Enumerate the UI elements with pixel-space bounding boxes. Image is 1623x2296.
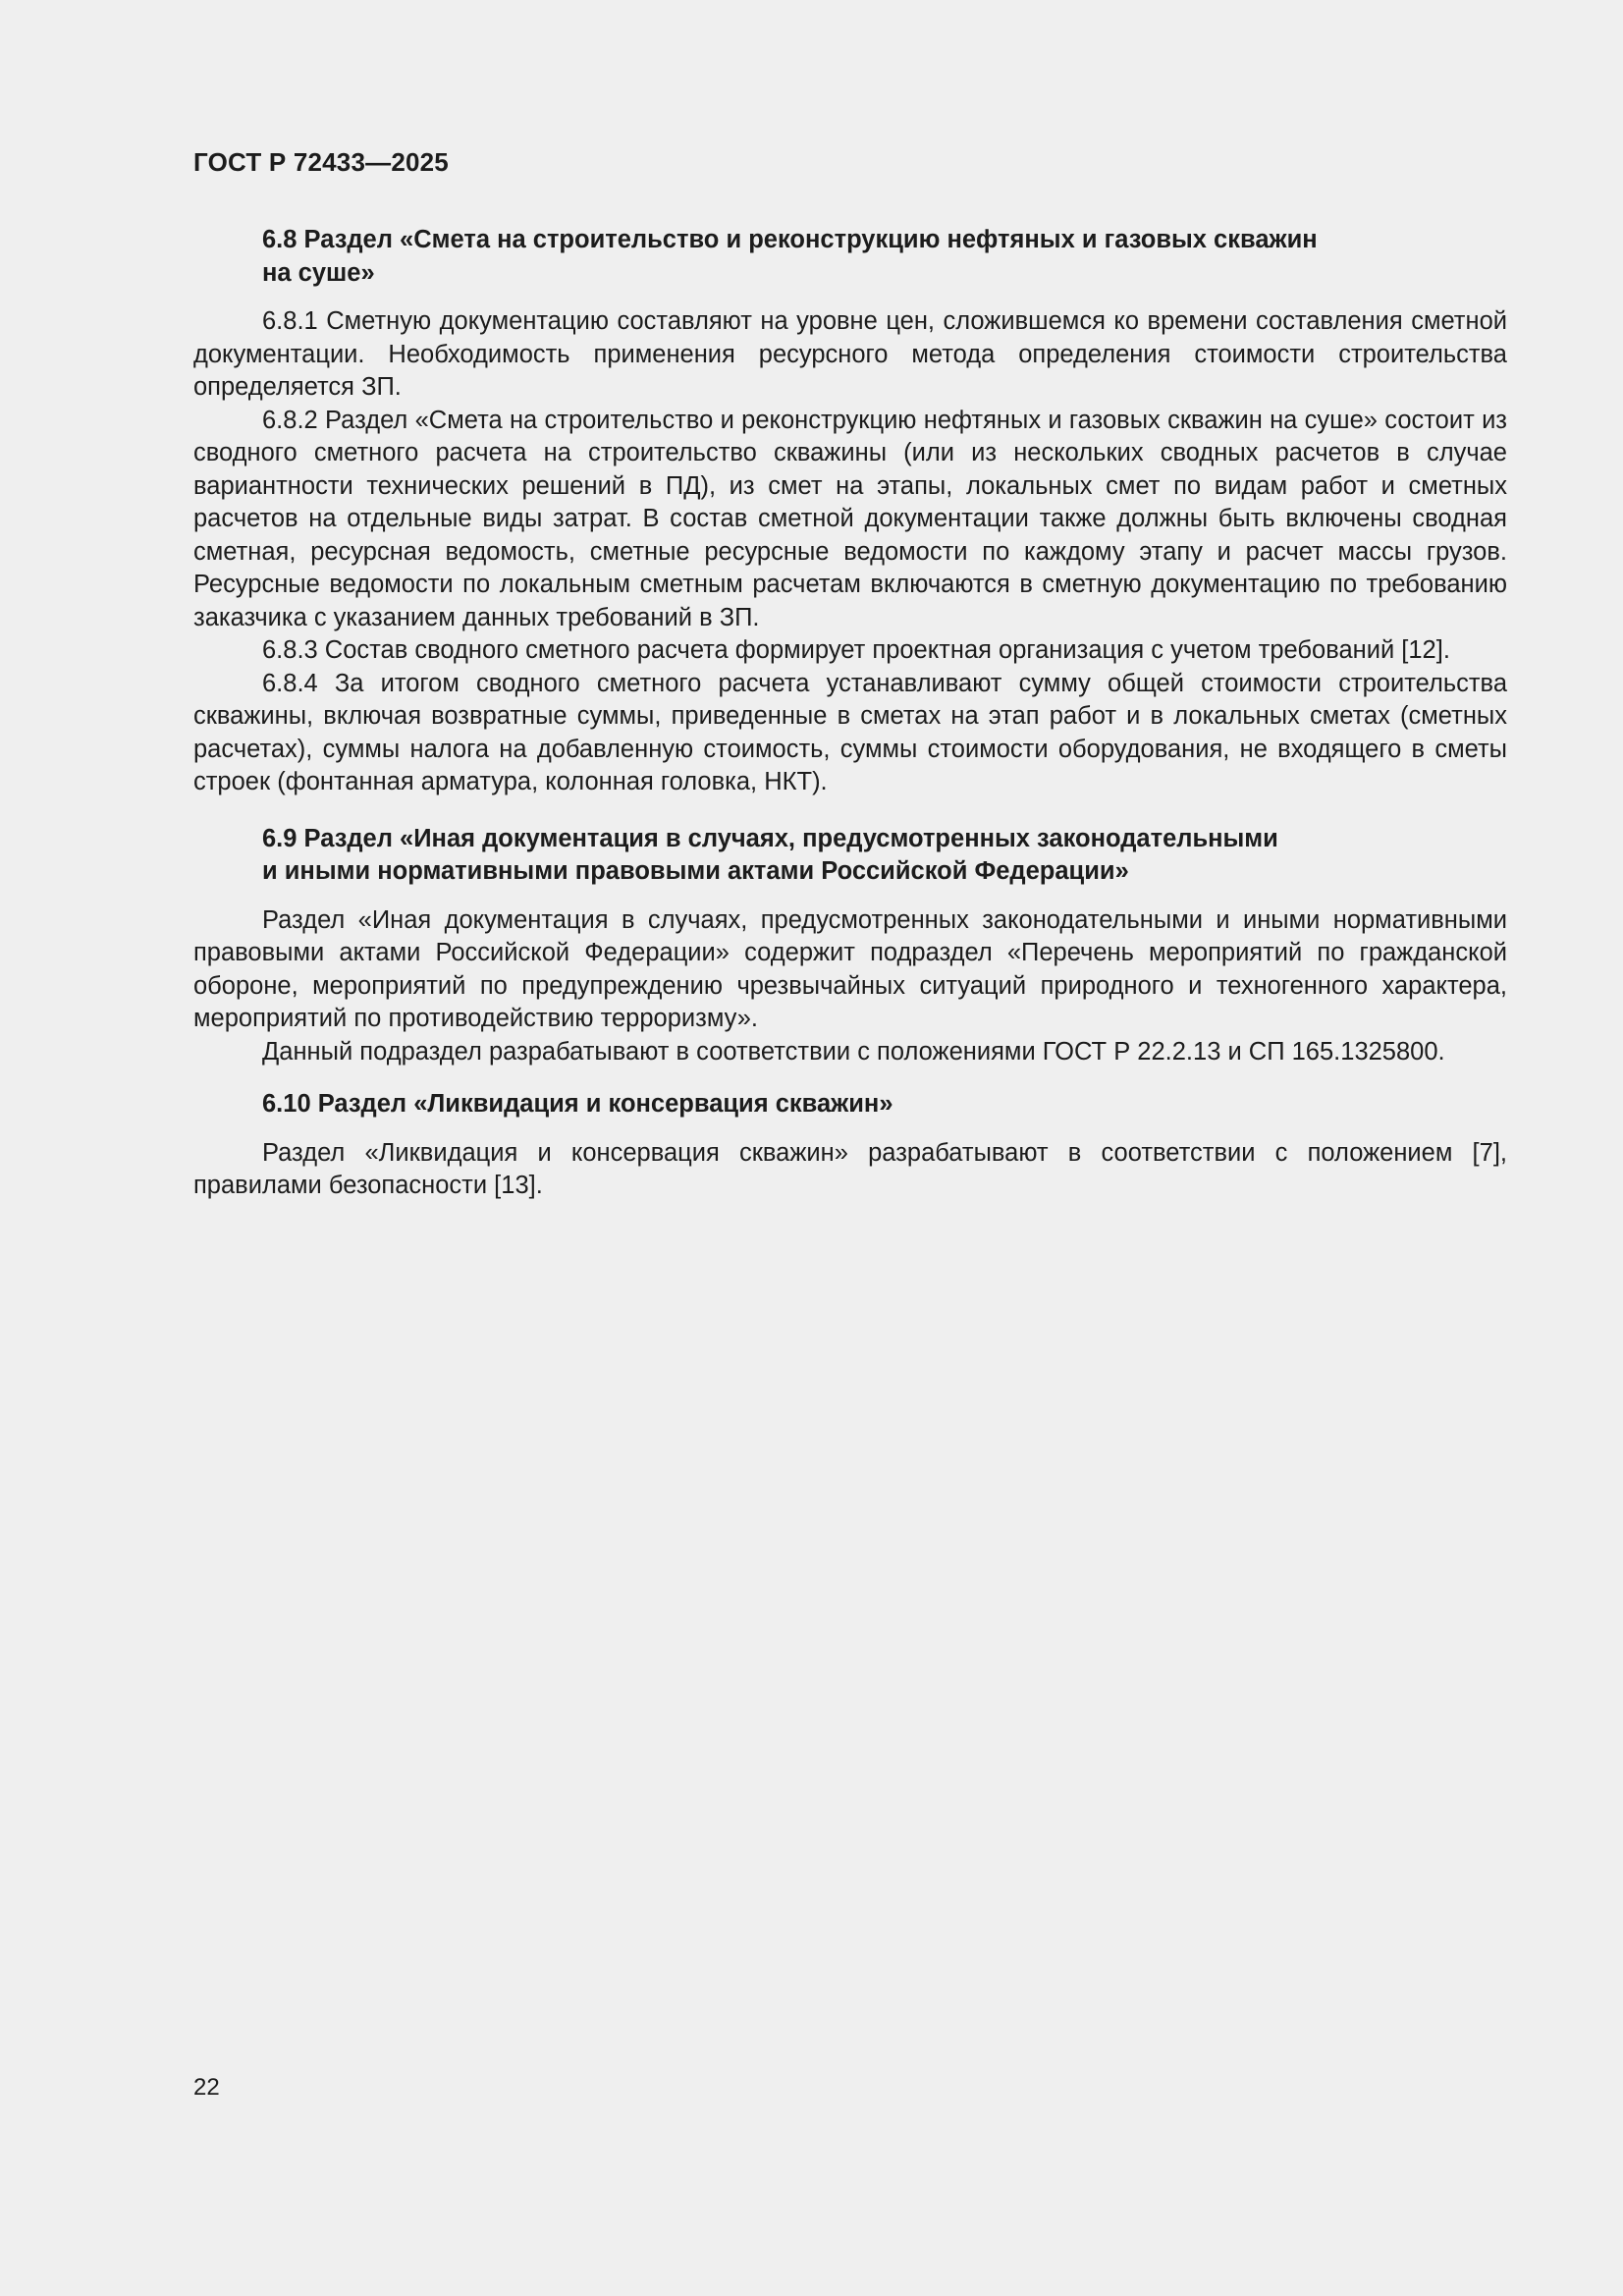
paragraph-6-8-3: 6.8.3 Состав сводного сметного расчета формирует проектная организация с учетом требований [12]. xyxy=(262,636,1450,664)
section-heading-6-9 xyxy=(193,823,1507,889)
section-heading-6-9-line1: 6.9 Раздел «Иная документация в случаях, предусмотренных законодательными xyxy=(262,824,1278,852)
section-heading-6-8 xyxy=(193,224,1507,290)
section-heading-6-10: 6.10 Раздел «Ликвидация и консервация скважин» xyxy=(262,1090,893,1118)
paragraph-6-10-1: Раздел «Ликвидация и консервация скважин» разрабатывают в соответствии с положением [7], правилами безопасности [13]. xyxy=(193,1138,1507,1199)
paragraph-6-9-2: Данный подраздел разрабатывают в соответствии с положениями ГОСТ Р 22.2.13 и СП 165.1325800. xyxy=(262,1037,1445,1066)
section-heading-6-8-line1: 6.8 Раздел «Смета на строительство и реконструкцию нефтяных и газовых скважин xyxy=(262,226,1318,253)
paragraph-6-8-1: 6.8.1 Сметную документацию составляют на уровне цен, сложившемся ко времени составления сметной документации. Необходимость применения ресурсного метода определения стоимости строительства определяется ЗП. xyxy=(193,307,1507,401)
paragraph-6-8-4: 6.8.4 За итогом сводного сметного расчета устанавливают сумму общей стоимости строительства скважины, включая возвратные суммы, приведенные в сметах на этап работ и в локальных сметах (сметных расчетах), суммы налога на добавленную стоимость, суммы стоимости оборудования, не входящего в сметы строек (фонтанная арматура, колонная головка, НКТ). xyxy=(193,669,1507,795)
section-spacer xyxy=(193,799,1507,823)
section-spacer xyxy=(193,1068,1507,1088)
section-heading-6-9-line2: и иными нормативными правовыми актами Российской Федерации» xyxy=(262,857,1129,885)
section-heading-6-8-line2: на суше» xyxy=(262,258,375,287)
document-id-header: ГОСТ Р 72433—2025 xyxy=(193,147,449,177)
document-body xyxy=(193,224,1507,1203)
paragraph-6-9-1: Раздел «Иная документация в случаях, предусмотренных законодательными и иными нормативными правовыми актами Российской Федерации» содержит подраздел «Перечень мероприятий по гражданской обороне, мероприятий по предупреждению чрезвычайных ситуаций природного и техногенного характера, мероприятий по противодействию терроризму». xyxy=(193,905,1507,1032)
paragraph-6-8-2: 6.8.2 Раздел «Смета на строительство и реконструкцию нефтяных и газовых скважин на суше» состоит из сводного сметного расчета на строительство скважины (или из нескольких сводных расчетов в случае вариантности технических решений в ПД), из смет на этапы, локальных смет по видам работ и сметных расчетов на отдельные виды затрат. В состав сметной документации также должны быть включены сводная сметная, ресурсная ведомость, сметные ресурсные ведомости по каждому этапу и расчет массы грузов. Ресурсные ведомости по локальным сметным расчетам включаются в сметную документацию по требованию заказчика с указанием данных требований в ЗП. xyxy=(193,406,1507,631)
page-number: 22 xyxy=(193,2074,220,2101)
